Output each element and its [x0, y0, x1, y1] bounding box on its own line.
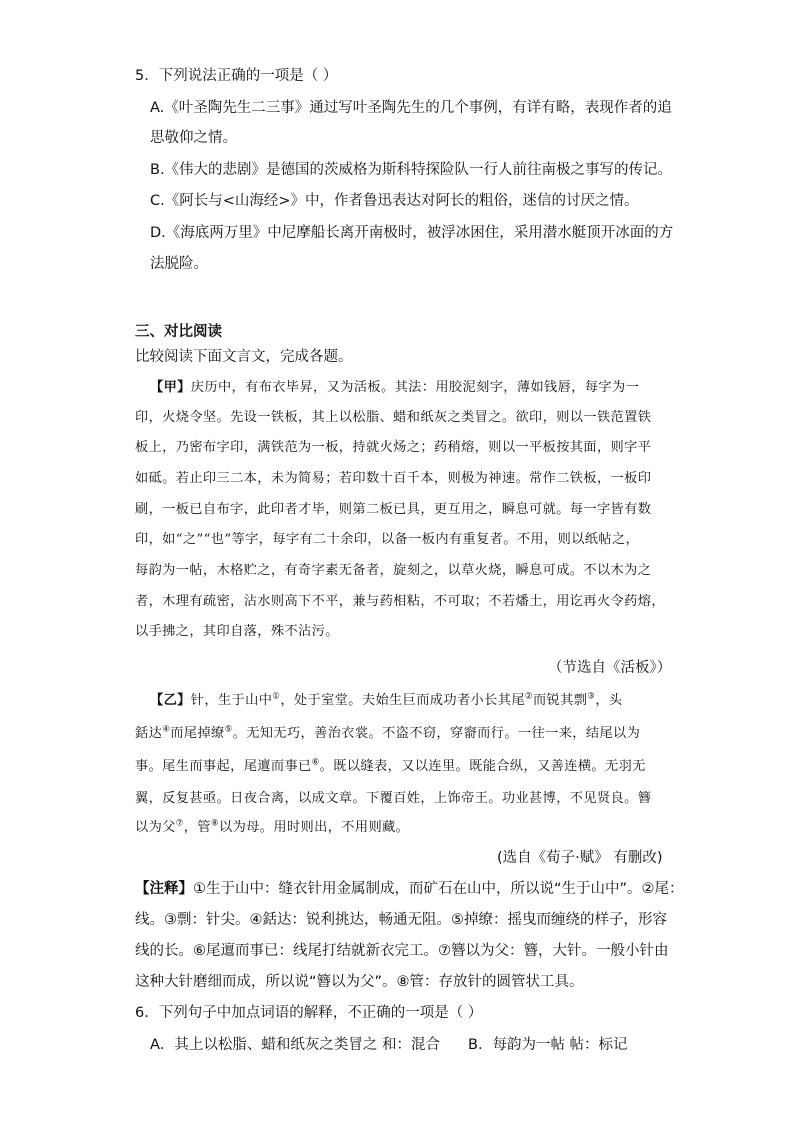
yi-text-2c: 。无知无巧，善治衣裳。不盗不窃，穿窬而行。一往一来，结尾以为: [232, 726, 641, 741]
q6-option-b: B．每韵为一帖 帖：标记: [468, 1037, 628, 1053]
jia-line-2: 印，火烧令坚。先设一铁板，其上以松脂、蜡和纸灰之类冒之。欲印，则以一铁范置铁: [135, 410, 652, 425]
notes-tag: 【注释】: [135, 881, 193, 897]
yi-text-1a: 针，生于山中: [190, 693, 273, 708]
yi-tag: 【乙】: [150, 693, 191, 708]
yi-line-4: 翼，反复甚亟。日夜合离，以成文章。下覆百姓，上饰帝王。功业甚博，不见贤良。簪: [135, 791, 652, 806]
q5-option-a-line2: 思敬仰之情。: [150, 130, 237, 146]
jia-source: （节选自《活板》）: [548, 660, 672, 676]
jia-line-6: 印，如“之”“也”等字，每字有二十余印，以备一板内有重复者。不用，则以纸帖之，: [135, 532, 640, 547]
jia-line-9: 以手拂之，其印自落，殊不沾污。: [135, 624, 339, 639]
q6-option-a: A．其上以松脂、蜡和纸灰之类冒之 和：混合: [150, 1037, 441, 1053]
yi-text-5b: ，管: [183, 820, 211, 835]
jia-line-1: [150, 378, 639, 398]
footnote-ref-2: ②: [524, 691, 533, 702]
footnote-ref-5: ⑤: [224, 724, 233, 735]
yi-text-3b: 。既以缝表，又以连里。既能合纵，又善连横。无羽无: [319, 759, 646, 774]
q5-option-d-line2: 法脱险。: [150, 256, 208, 272]
yi-line-3: [135, 757, 646, 777]
yi-source: (选自《荀子·赋》 有删改): [497, 850, 663, 866]
yi-line-5: [135, 818, 409, 838]
footnote-ref-8: ⑧: [210, 818, 220, 829]
jia-tag: 【甲】: [150, 380, 191, 395]
q5-option-d-line1: D.《海底两万里》中尼摩船长离开南极时，被浮冰困住，采用潜水艇顶开冰面的方: [150, 225, 674, 241]
yi-text-1b: ，处于室堂。夫始生巨而成功者小长其尾: [280, 693, 525, 708]
q5-stem: 5．下列说法正确的一项是（ ）: [135, 68, 338, 84]
notes-line-3: 线的长。⑥尾邅而事已：线尾打结就新衣完工。⑦簪以为父：簪，大针。一般小针由: [135, 943, 669, 959]
yi-text-2a: 銛达: [135, 726, 163, 741]
yi-text-1d: ，头: [595, 693, 623, 708]
notes-line-4: 这种大针磨细而成，所以说“簪以为父”。⑧管：存放针的圆管状工具。: [135, 974, 584, 990]
yi-text-1c: 而锐其剽: [532, 693, 588, 708]
yi-line-2: [135, 724, 640, 744]
jia-line-3: 板上，乃密布字印，满铁范为一板，持就火炀之；药稍熔，则以一平板按其面，则字平: [135, 440, 652, 455]
notes-line-1: [135, 879, 684, 899]
jia-line-5: 刷，一板已自布字，此印者才毕，则第二板已具，更互用之，瞬息可就。每一字皆有数: [135, 502, 652, 517]
yi-text-5a: 以为父: [135, 820, 176, 835]
yi-text-5c: 以为母。用时则出，不用则藏。: [219, 820, 410, 835]
footnote-ref-1: ①: [272, 691, 281, 702]
footnote-ref-4: ④: [162, 724, 171, 735]
footnote-ref-6: ⑥: [311, 757, 320, 768]
jia-line-4: 如砥。若止印三二本，未为简易；若印数十百千本，则极为神速。常作二铁板，一板印: [135, 471, 652, 486]
yi-text-2b: 而尾掉缭: [170, 726, 225, 741]
jia-line-8: 者，木理有疏密，沾水则高下不平，兼与药相粘，不可取；不若燔土，用讫再火令药熔，: [135, 594, 665, 609]
section-intro: 比较阅读下面文言文，完成各题。: [135, 349, 353, 365]
q5-option-b: B.《伟大的悲剧》是德国的茨威格为斯科特探险队一行人前往南极之事写的传记。: [150, 162, 673, 178]
q5-option-c: C.《阿长与<山海经>》中，作者鲁迅表达对阿长的粗俗，迷信的讨厌之情。: [150, 193, 639, 209]
q5-option-a-line1: A.《叶圣陶先生二三事》通过写叶圣陶先生的几个事例，有详有略，表现作者的追: [150, 100, 672, 116]
section-title: 三、对比阅读: [135, 324, 222, 340]
footnote-ref-7: ⑦: [175, 818, 184, 829]
yi-text-3a: 事。尾生而事起，尾邅而事已: [135, 759, 312, 774]
q6-stem: 6．下列句子中加点词语的解释，不正确的一项是（ ）: [135, 1005, 483, 1021]
footnote-ref-3: ③: [587, 691, 596, 702]
notes-text-1: ①生于山中：缝衣针用金属制成，而矿石在山中，所以说“生于山中”。②尾：: [193, 881, 684, 897]
notes-line-2: 线。③剽：针尖。④銛达：锐利挑达，畅通无阻。⑤掉缭：摇曳而缠绕的样子，形容: [135, 912, 667, 928]
yi-line-1: [150, 691, 623, 711]
jia-line-7: 每韵为一帖，木格贮之，有奇字素无备者，旋刻之，以草火烧，瞬息可成。不以木为之: [135, 563, 652, 578]
jia-text: 庆历中，有布衣毕昇，又为活板。其法：用胶泥刻字，薄如钱唇，每字为一: [190, 380, 640, 395]
